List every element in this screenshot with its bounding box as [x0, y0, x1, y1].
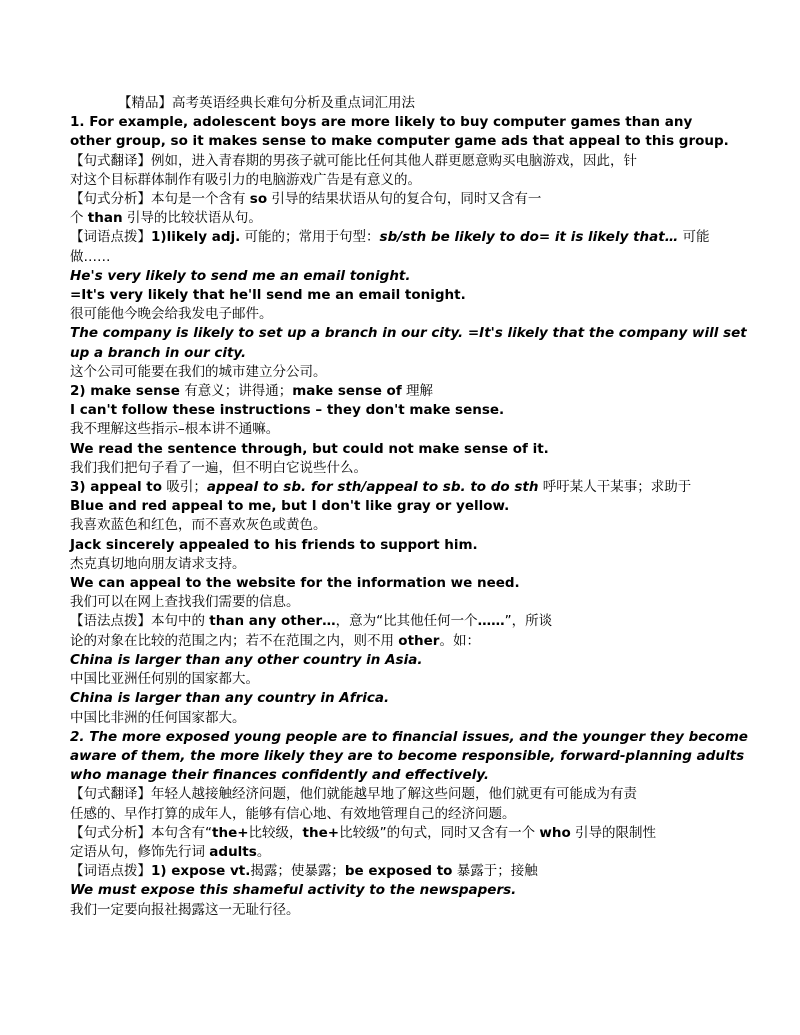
grammar-note-1: 【语法点拨】本句中的 than any other…，意为“比其他任何一个……”，所谈 [70, 613, 553, 630]
example-translation: 很可能他今晚会给我发电子邮件。 [70, 306, 273, 323]
vocab-make-sense-heading: 2) make sense 有意义；讲得通；make sense of 理解 [70, 383, 433, 400]
example-translation: 我们我们把句子看了一遍，但不明白它说些什么。 [70, 459, 367, 476]
example-sentence: We must expose this shameful activity to the newspapers. [70, 882, 517, 899]
example-translation: 我喜欢蓝色和红色，而不喜欢灰色或黄色。 [70, 517, 327, 534]
example-translation: 我不理解这些指示–根本讲不通嘛。 [70, 421, 280, 438]
sentence-2-translation-1: 【句式翻译】年轻人越接触经济问题，他们就能越早地了解这些问题，他们就更有可能成为有责 [70, 786, 637, 803]
example-sentence: The company is likely to set up a branch in our city. =It's likely that the company will set [70, 325, 747, 342]
example-translation: 我们可以在网上查找我们需要的信息。 [70, 594, 300, 611]
example-sentence: Blue and red appeal to me, but I don't like gray or yellow. [70, 498, 510, 515]
vocab-expose-heading: 【词语点拨】1) expose vt.揭露；使暴露；be exposed to 暴露于；接触 [70, 863, 538, 880]
document-title: 【精品】高考英语经典长难句分析及重点词汇用法 [118, 95, 415, 111]
sentence-1-translation-1: 【句式翻译】例如，进入青春期的男孩子就可能比任何其他人群更愿意购买电脑游戏，因此，针 [70, 152, 637, 169]
sentence-1-translation-2: 对这个目标群体制作有吸引力的电脑游戏广告是有意义的。 [70, 171, 421, 188]
sentence-1-line-1: 1. For example, adolescent boys are more likely to buy computer games than any [70, 114, 693, 131]
sentence-2-line-2: aware of them, the more likely they are to become responsible, forward-planning adults [70, 747, 745, 764]
sentence-2-analysis-1: 【句式分析】本句含有“the+比较级，the+比较级”的句式，同时又含有一个 who 引导的限制性 [70, 824, 657, 841]
sentence-2-translation-2: 任感的、早作打算的成年人，能够有信心地、有效地管理自己的经济问题。 [70, 805, 516, 822]
example-sentence: We read the sentence through, but could not make sense of it. [70, 440, 549, 457]
example-translation: 中国比非洲的任何国家都大。 [70, 709, 246, 726]
example-sentence: Jack sincerely appealed to his friends to support him. [70, 536, 478, 553]
sentence-2-line-1: 2. The more exposed young people are to financial issues, and the younger they become [70, 728, 748, 745]
example-sentence: up a branch in our city. [70, 344, 247, 361]
example-translation: 这个公司可能要在我们的城市建立分公司。 [70, 363, 327, 380]
sentence-1-analysis-2: 个 than 引导的比较状语从句。 [70, 210, 262, 227]
example-sentence: We can appeal to the website for the information we need. [70, 575, 520, 592]
vocab-likely-heading: 【词语点拨】1)likely adj. 可能的；常用于句型：sb/sth be likely to do= it is likely that… 可能 [70, 229, 710, 246]
example-sentence: China is larger than any other country in Asia. [70, 651, 423, 668]
example-sentence: He's very likely to send me an email tonight. [70, 267, 411, 284]
sentence-2-analysis-2: 定语从句，修饰先行词 adults。 [70, 843, 271, 860]
example-translation: 我们一定要向报社揭露这一无耻行径。 [70, 901, 300, 918]
example-translation: 杰克真切地向朋友请求支持。 [70, 555, 246, 572]
example-sentence: China is larger than any country in Africa. [70, 690, 390, 707]
grammar-note-2: 论的对象在比较的范围之内；若不在范围之内，则不用 other。如： [70, 632, 480, 649]
vocab-likely-heading-cont: 做…… [70, 248, 111, 265]
example-sentence: I can't follow these instructions – they don't make sense. [70, 402, 505, 419]
sentence-1-analysis-1: 【句式分析】本句是一个含有 so 引导的结果状语从句的复合句，同时又含有一 [70, 191, 542, 208]
document-page [70, 94, 748, 920]
vocab-appeal-heading: 3) appeal to 吸引；appeal to sb. for sth/appeal to sb. to do sth 呼吁某人干某事；求助于 [70, 479, 692, 496]
sentence-2-line-3: who manage their finances confidently and effectively. [70, 767, 490, 784]
example-translation: 中国比亚洲任何别的国家都大。 [70, 671, 259, 688]
sentence-1-line-2: other group, so it makes sense to make computer game ads that appeal to this group. [70, 133, 729, 150]
example-sentence: =It's very likely that he'll send me an email tonight. [70, 287, 466, 304]
